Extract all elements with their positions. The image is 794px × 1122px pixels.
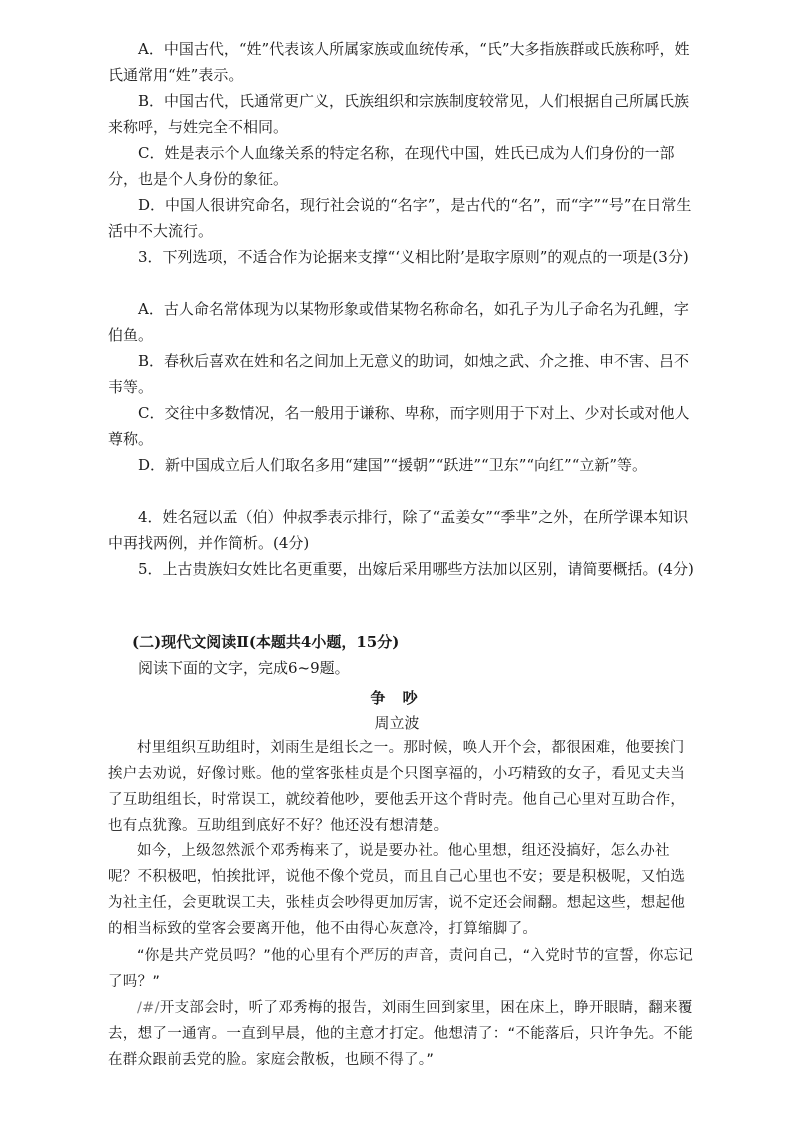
q3-option-b: B．春秋后喜欢在姓和名之间加上无意义的助词，如烛之武、介之推、申不害、吕不韦等。 xyxy=(108,352,690,396)
story-paragraph-1: 村里组织互助组时，刘雨生是组长之一。那时候，唤人开个会，都很困难，他要挨门挨户去劝说，好像讨账。他的堂客张桂贞是个只图享福的，小巧精致的女子，看见丈夫当了互助组组长，时常误工，就绞着他吵，要他丢开这个背时壳。他自己心里对互助合作，也有点犹豫。互助组到底好不好？他还没有想清楚。 xyxy=(108,740,686,834)
story-paragraph-4 xyxy=(108,995,698,1073)
q4: 4．姓名冠以孟（伯）仲叔季表示排行，除了“孟姜女”“季芈”之外，在所学课本知识中再找两例，并作简析。(4分) xyxy=(108,508,689,552)
q2-option-c: C．姓是表示个人血缘关系的特定名称，在现代中国，姓氏已成为人们身份的一部分，也是个人身份的象征。 xyxy=(108,144,675,188)
q5: 5．上古贵族妇女姓比名更重要，出嫁后采用哪些方法加以区别，请简要概括。(4分) xyxy=(138,560,694,578)
story-title: 争 吵 xyxy=(370,689,424,707)
q2-option-a: A．中国古代，“姓”代表该人所属家族或血统传承，“氏”大多指族群或氏族称呼，姓氏通常用“姓”表示。 xyxy=(108,40,690,84)
q3-stem: 3．下列选项，不适合作为论据来支撑“‘义相比附’是取字原则”的观点的一项是(3分) xyxy=(138,248,689,266)
story-paragraph-3: “你是共产党员吗？”他的心里有个严厉的声音，责问自己，“入党时节的宣誓，你忘记了吗？” xyxy=(108,948,694,990)
section-heading: (二)现代文阅读Ⅱ(本题共4小题，15分) xyxy=(132,633,400,651)
story-paragraph-4-text: 开支部会时，听了邓秀梅的报告，刘雨生回到家里，困在床上，睁开眼睛，翻来覆去，想了一通宵。一直到早晨，他的主意才打定。他想清了：“不能落后，只许争先。不能在群众跟前丢党的脸。家庭会散板，也顾不得了。” xyxy=(108,1000,694,1068)
section-instruction: 阅读下面的文字，完成6~9题。 xyxy=(138,659,350,677)
q3-option-a: A．古人命名常体现为以某物形象或借某物名称命名，如孔子为儿子命名为孔鲤，字伯鱼。 xyxy=(108,300,689,344)
q2-option-b: B．中国古代，氏通常更广义，氏族组织和宗族制度较常见，人们根据自己所属氏族来称呼，与姓完全不相同。 xyxy=(108,92,690,136)
paragraph-marker: /#/ xyxy=(137,1000,160,1016)
story-author: 周立波 xyxy=(374,714,420,732)
story-paragraph-2: 如今，上级忽然派个邓秀梅来了，说是要办社。他心里想，组还没搞好，怎么办社呢？不积极吧，怕挨批评，说他不像个党员，而且自己心里也不安；要是积极呢，又怕选为社主任，会更耽误工夫，张桂贞会吵得更加厉害，说不定还会闹翻。想起这些，想起他的相当标致的堂客会要离开他，他不由得心灰意冷，打算缩脚了。 xyxy=(108,843,686,937)
q3-option-c: C．交往中多数情况，名一般用于谦称、卑称，而字则用于下对上、少对长或对他人尊称。 xyxy=(108,404,690,448)
q3-option-d: D．新中国成立后人们取名多用“建国”“援朝”“跃进”“卫东”“向红”“立新”等。 xyxy=(138,456,648,474)
q2-option-d: D．中国人很讲究命名，现行社会说的“名字”，是古代的“名”，而“字”“号”在日常生活中不大流行。 xyxy=(108,196,692,240)
